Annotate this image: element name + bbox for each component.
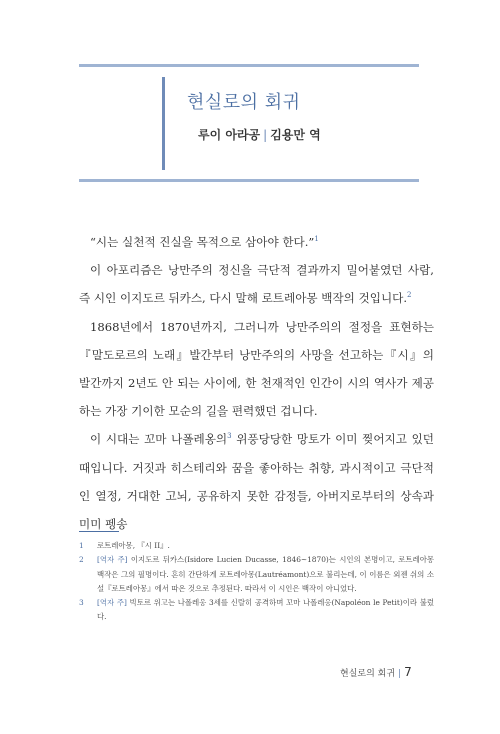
paragraph-4-text-b: 위풍당당한 망토가 이미 찢어지고 있던 때입니다. 거짓과 히스테리와 꿈을 좋아하는 취향, 과시적이고 극단적인 열정, 거대한 고뇌, 공유하지 못한 감정들, 아버지로부터의 상속과 미미 펭송 [79, 432, 434, 532]
paragraph-2 [79, 256, 434, 312]
author-name: 루이 아라공 [198, 128, 261, 142]
footnote-text [97, 553, 434, 596]
footnote-ref-3[interactable]: 3 [227, 432, 232, 441]
footnote-3 [79, 596, 434, 625]
footnote-tag: [역자 주] [97, 598, 127, 608]
footnote-divider [79, 531, 119, 532]
paragraph-1 [79, 228, 434, 256]
paragraph-2-text: 이 아포리즘은 낭만주의 정신을 극단적 결과까지 밀어붙였던 사람, 즉 시인 이지도르 뒤카스, 다시 말해 로트레아몽 백작의 것입니다. [79, 263, 434, 306]
paragraph-4-text-a: 이 시대는 꼬마 나폴레옹의 [90, 432, 228, 447]
footnotes [79, 539, 434, 625]
running-title: 현실로의 회귀 [340, 669, 396, 679]
folio-separator: | [398, 669, 402, 679]
footnote-text [97, 596, 434, 625]
footnote-1 [79, 539, 434, 553]
footnote-ref-1[interactable]: 1 [314, 235, 319, 244]
footnote-number: 3 [79, 598, 84, 608]
byline-separator: | [263, 128, 268, 142]
byline [198, 126, 321, 143]
body-text [79, 228, 434, 538]
paragraph-4 [79, 425, 434, 538]
footnote-2 [79, 553, 434, 596]
footnote-body: 이지도르 뒤카스(Isidore Lucien Ducasse, 1846~1870)는 시인의 본명이고, 로트레아몽 백작은 그의 필명이다. 흔히 간단하게 로트레아몽(Lautréamont)으로 불리는데, 이 이름은 외젠 쉬의 소설『로트레아몽』에서 따온 것으로 추정된다. 따라서 이 시인은 백작이 아니었다. [97, 555, 434, 593]
footnote-number: 2 [79, 555, 84, 565]
footnote-text [97, 539, 434, 553]
paragraph-1-text: “시는 실천적 진실을 목적으로 삼아야 한다.” [90, 235, 315, 249]
page-footer [340, 665, 412, 679]
footnote-body: 빅토르 위고는 나폴레옹 3세를 신랄히 공격하며 꼬마 나폴레옹(Napoléon le Petit)이라 불렀다. [97, 598, 434, 622]
title-accent-bar [162, 77, 165, 170]
title-frame [79, 64, 419, 182]
footnote-tag: [역자 주] [97, 555, 128, 565]
footnote-ref-2[interactable]: 2 [407, 291, 412, 300]
footnote-number: 1 [79, 541, 84, 550]
translator-name: 김용만 역 [270, 128, 321, 142]
chapter-title: 현실로의 회귀 [187, 92, 301, 113]
paragraph-3 [79, 313, 434, 426]
footnote-body: 로트레아몽, 『시 II』. [97, 541, 170, 550]
page-number: 7 [404, 665, 412, 679]
paragraph-3-text: 1868년에서 1870년까지, 그러니까 낭만주의의 절정을 표현하는『말도로르의 노래』발간부터 낭만주의의 사망을 선고하는『시』의 발간까지 2년도 안 되는 사이에, 한 천재적인 인간이 시의 역사가 제공하는 가장 기이한 모순의 길을 편력했던 겁니다. [79, 319, 434, 419]
